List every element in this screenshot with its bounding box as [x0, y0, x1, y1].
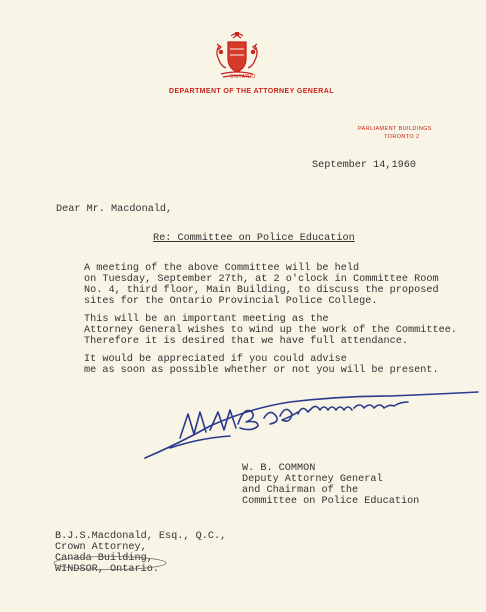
body-paragraph-1: A meeting of the above Committee will be held on Tuesday, September 27th, at 2 o'clock in Committee Room No. 4, third floor, Main Building, to discuss the proposed sites for the Ontario Provincial Police College.: [84, 263, 439, 307]
address-line-2: TORONTO 2: [384, 134, 420, 140]
subject-line: Re: Committee on Police Education: [153, 233, 355, 244]
salutation: Dear Mr. Macdonald,: [56, 204, 173, 215]
pencil-circle-mark: [52, 555, 170, 571]
letter-date: September 14,1960: [312, 160, 416, 171]
signature-block: W. B. COMMON Deputy Attorney General and Chairman of the Committee on Police Education: [242, 463, 420, 507]
province-label: ONTARIO: [230, 74, 256, 80]
department-heading: DEPARTMENT OF THE ATTORNEY GENERAL: [169, 88, 334, 95]
address-line-1: PARLIAMENT BUILDINGS: [358, 126, 432, 132]
addressee-block: B.J.S.Macdonald, Esq., Q.C., Crown Attorney, Canada Building, WINDSOR, Ontario.: [55, 531, 227, 575]
handwritten-signature: [140, 388, 480, 463]
body-paragraph-2: This will be an important meeting as the Attorney General wishes to wind up the work of the Committee. Therefore it is desired that we have full attendance.: [84, 314, 457, 347]
body-paragraph-3: It would be appreciated if you could advise me as soon as possible whether or not you will be present.: [84, 354, 439, 376]
